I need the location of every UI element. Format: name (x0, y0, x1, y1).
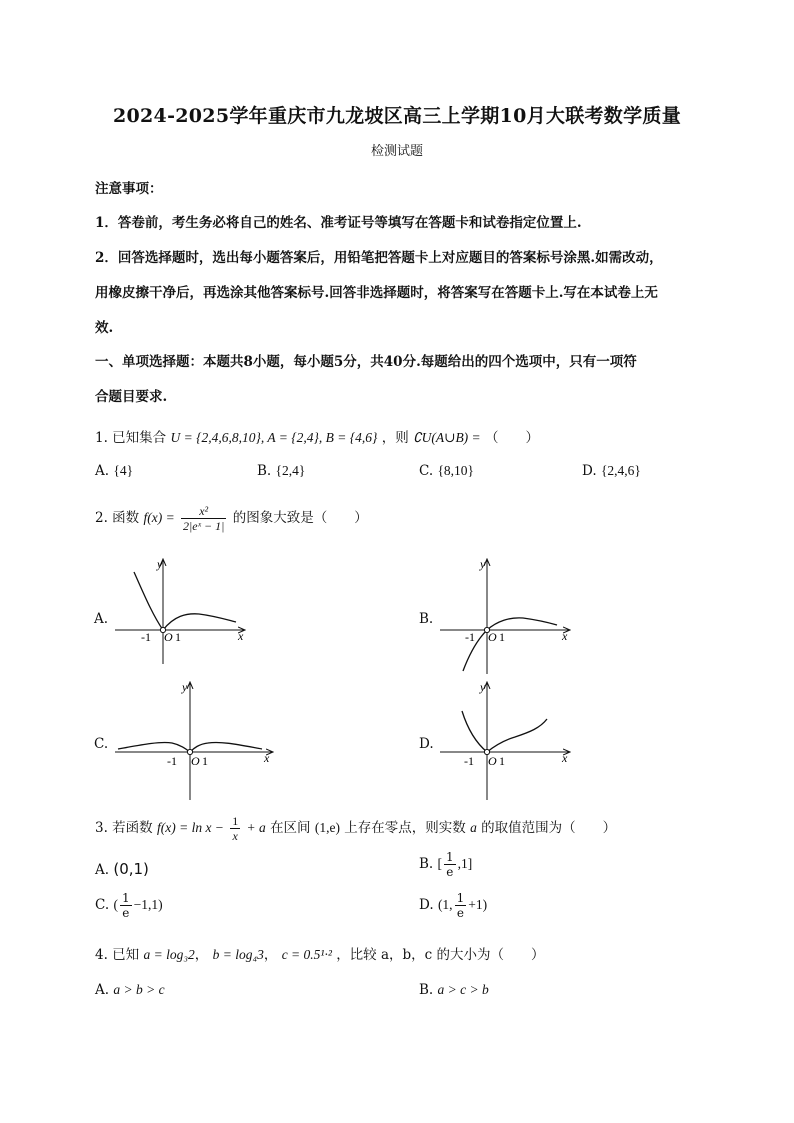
question-3-stem (95, 814, 616, 843)
option-label: B. (419, 856, 434, 872)
q1-expr: ∁U(A∪B) = (413, 430, 481, 445)
q3-suffix: 上存在零点，则实数 (344, 820, 466, 836)
q3-option-a (95, 860, 149, 878)
q4-sep: ， (263, 947, 278, 963)
q3-interval: (1,e) (314, 820, 340, 835)
q2-func-lhs: f(x) = (143, 510, 175, 525)
q4-c: c = 0.5¹·² (281, 947, 332, 962)
graph-c (115, 680, 272, 800)
option-fraction (120, 891, 132, 920)
tick-1: 1 (175, 630, 181, 644)
graph-a-label: A. (94, 611, 109, 627)
option-value: {4} (113, 463, 134, 478)
option-label: C. (95, 897, 110, 913)
option-frac-den: e (446, 865, 454, 879)
q2-denominator: 2|eˣ − 1| (182, 519, 225, 533)
page-title: 2024-2025学年重庆市九龙坡区高三上学期10月大联考数学质量 (113, 105, 681, 127)
notice-item-2-line-1: 2．回答选择题时，选出每小题答案后，用铅笔把答题卡上对应题目的答案标号涂黑.如需改动， (95, 250, 663, 266)
notice-item-2-line-2: 用橡皮擦干净后，再选涂其他答案标号.回答非选择题时，将答案写在答题卡上.写在本试卷上无 (95, 285, 658, 301)
tick-1: 1 (499, 630, 505, 644)
notice-item-2-line-3: 效. (95, 320, 114, 336)
graph-d-label: D. (419, 736, 434, 752)
option-label: A. (95, 463, 110, 479)
option-value: a > c > b (437, 982, 489, 997)
x-label: x (238, 629, 244, 643)
option-fraction (444, 850, 456, 879)
x-label: x (562, 751, 568, 765)
y-label: y (157, 557, 163, 571)
q4-prefix: 4. 已知 (95, 947, 140, 963)
option-post: +1) (468, 897, 488, 912)
notice-item-1: 1．答卷前，考生务必将自己的姓名、准考证号等填写在答题卡和试卷指定位置上. (95, 215, 582, 231)
q3-frac-num: 1 (232, 814, 239, 828)
y-label: y (182, 680, 188, 694)
option-pre: ( (113, 897, 118, 912)
option-label: A. (95, 982, 110, 998)
option-label: C. (419, 463, 434, 479)
tick-1: 1 (499, 754, 505, 768)
option-frac-num: 1 (121, 891, 130, 905)
page-subtitle: 检测试题 (370, 144, 423, 159)
option-frac-num: 1 (446, 850, 454, 864)
q3-suffix2: 的取值范围为（ ） (481, 820, 617, 836)
q3-fraction (230, 814, 240, 843)
q2-prefix: 2. 函数 (95, 510, 140, 526)
q1-ask: ，则 (381, 430, 409, 446)
graph-b (440, 557, 569, 674)
section-heading-line-2: 合题目要求. (95, 389, 168, 405)
option-post: −1,1) (133, 897, 163, 912)
graph-b-label: B. (419, 611, 434, 627)
tick-neg1: -1 (141, 630, 151, 644)
q1-paren: （ ） (484, 430, 539, 446)
q3-prefix: 3. 若函数 (95, 820, 153, 836)
option-frac-num: 1 (456, 891, 465, 905)
q3-option-c (95, 891, 163, 920)
origin-label: O (488, 630, 497, 644)
origin-label: O (488, 754, 497, 768)
graph-curve (463, 618, 557, 671)
q4-suffix: ，比较 a，b，c 的大小为（ ） (336, 947, 545, 963)
origin-label: O (164, 630, 173, 644)
q3-middle: 在区间 (270, 820, 311, 836)
q1-prefix: 1. 已知集合 (95, 430, 167, 446)
q3-option-d (419, 891, 487, 920)
option-value: {2,4} (275, 463, 306, 478)
option-frac-den: e (122, 906, 130, 920)
tick-neg1: -1 (167, 754, 177, 768)
q2-numerator: x² (181, 504, 226, 519)
graph-d (440, 680, 569, 800)
q3-plus-a: + a (246, 820, 266, 835)
option-frac-den: e (456, 906, 464, 920)
graph-curve (134, 572, 236, 630)
q4-option-a (95, 982, 165, 998)
option-label: A. (95, 862, 110, 878)
q4-b: b = log₄3 (212, 947, 264, 962)
q1-sets: U = {2,4,6,8,10}, A = {2,4}, B = {4,6} (170, 430, 378, 445)
option-label: D. (582, 463, 597, 479)
option-label: D. (419, 897, 434, 913)
q4-sep: ， (194, 947, 209, 963)
q3-var: a (470, 820, 477, 835)
option-value: a > b > c (113, 982, 165, 997)
option-pre: [ (437, 856, 443, 871)
q3-func: f(x) = ln x − (156, 820, 224, 835)
notice-heading: 注意事项： (95, 181, 163, 197)
tick-neg1: -1 (464, 754, 474, 768)
option-value: {8,10} (437, 463, 475, 478)
q4-a: a = log₃2 (143, 947, 195, 962)
x-label: x (562, 629, 568, 643)
option-value: (0,1) (113, 860, 149, 878)
x-label: x (264, 751, 270, 765)
q4-option-b (419, 982, 489, 998)
graph-c-label: C. (94, 736, 109, 752)
option-value: {2,4,6} (600, 463, 641, 478)
option-label: B. (257, 463, 272, 479)
tick-1: 1 (202, 754, 208, 768)
y-label: y (480, 680, 486, 694)
y-label: y (480, 557, 486, 571)
section-heading-line-1: 一、单项选择题：本题共8小题，每小题5分，共40分.每题给出的四个选项中，只有一项符 (95, 354, 637, 370)
graph-curve (462, 711, 547, 752)
question-4-stem (95, 943, 545, 963)
q3-option-b (419, 850, 472, 879)
graph-a (115, 557, 244, 664)
q3-frac-den: x (232, 829, 238, 843)
option-fraction (455, 891, 467, 920)
origin-label: O (191, 754, 200, 768)
tick-neg1: -1 (465, 630, 475, 644)
option-post: ,1] (457, 856, 473, 871)
option-pre: (1, (437, 897, 453, 912)
option-label: B. (419, 982, 434, 998)
q2-suffix: 的图象大致是（ ） (232, 510, 368, 526)
